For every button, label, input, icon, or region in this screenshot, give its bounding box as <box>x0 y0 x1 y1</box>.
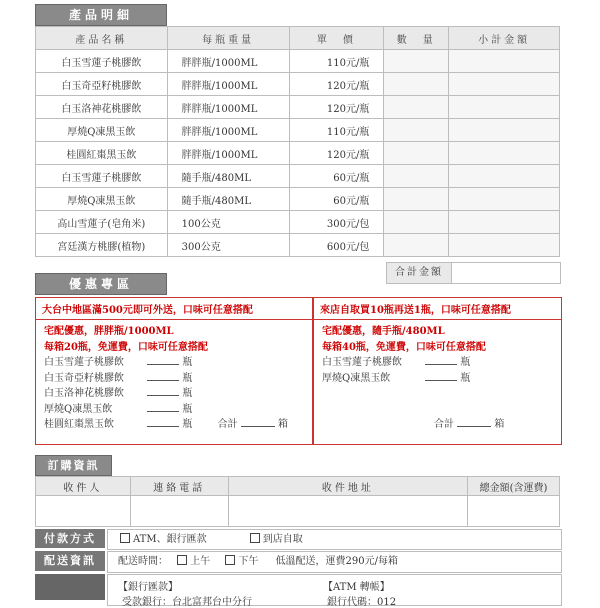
promo-right-box <box>313 297 562 445</box>
phone-field[interactable] <box>130 496 228 527</box>
product-price: 120元/瓶 <box>289 142 384 165</box>
col-address: 收件地址 <box>228 477 468 496</box>
quantity-cell[interactable] <box>384 188 449 211</box>
col-recipient: 收件人 <box>36 477 131 496</box>
payment-label: 付款方式 <box>35 529 105 548</box>
product-size: 300公克 <box>167 234 289 257</box>
qty-blank[interactable] <box>147 355 179 365</box>
subtotal-cell[interactable] <box>449 165 560 188</box>
list-item: 白玉雪蓮子桃膠飲 瓶 <box>322 357 471 368</box>
table-row <box>36 496 560 527</box>
quantity-cell[interactable] <box>384 73 449 96</box>
product-name: 桂圓紅棗黑玉飲 <box>36 142 168 165</box>
product-size: 胖胖瓶/1000ML <box>167 142 289 165</box>
table-row <box>36 234 560 257</box>
product-size: 胖胖瓶/1000ML <box>167 119 289 142</box>
list-item: 厚燒Q凍黑玉飲 瓶 <box>44 403 193 415</box>
product-price: 60元/瓶 <box>289 188 384 211</box>
delivery-label: 配送資訊 <box>35 551 105 571</box>
quantity-cell[interactable] <box>384 96 449 119</box>
table-row <box>36 73 560 96</box>
order-total-field[interactable] <box>468 496 560 527</box>
order-table <box>35 476 560 527</box>
promo-right-line2: 每箱40瓶，免運費，口味可任意搭配 <box>322 341 486 353</box>
table-row <box>36 188 560 211</box>
product-price: 60元/瓶 <box>289 165 384 188</box>
atm-bank-code-line: 銀行代碼：012 <box>327 597 397 608</box>
subtotal-cell[interactable] <box>449 119 560 142</box>
quantity-cell[interactable] <box>384 119 449 142</box>
delivery-time-label: 配送時間： <box>118 556 168 567</box>
quantity-cell[interactable] <box>384 234 449 257</box>
col-subtotal: 小計金額 <box>449 27 560 50</box>
list-item: 桂圓紅棗黑玉飲 瓶 合計 箱 <box>44 419 288 430</box>
total-amount-label: 合計金額 <box>386 262 452 284</box>
subtotal-cell[interactable] <box>449 188 560 211</box>
promo-left-title: 大台中地區滿500元即可外送，口味可任意搭配 <box>36 298 312 320</box>
recipient-field[interactable] <box>36 496 131 527</box>
checkbox-icon[interactable] <box>250 533 260 543</box>
promo-left-box <box>35 297 313 445</box>
bank-row <box>107 574 562 606</box>
table-row <box>36 211 560 234</box>
subtotal-cell[interactable] <box>449 96 560 119</box>
quantity-cell[interactable] <box>384 142 449 165</box>
qty-blank[interactable] <box>147 386 179 396</box>
product-name: 厚燒Q凍黑玉飲 <box>36 188 168 211</box>
payment-row <box>107 529 562 550</box>
delivery-note: 低溫配送，運費290元/每箱 <box>275 556 399 567</box>
product-table-header <box>36 27 560 50</box>
col-product-name: 產品名稱 <box>36 27 168 50</box>
col-phone: 連絡電話 <box>130 477 228 496</box>
qty-blank[interactable] <box>147 402 179 412</box>
subtotal-cell[interactable] <box>449 234 560 257</box>
list-item: 白玉雪蓮子桃膠飲 瓶 <box>44 357 193 368</box>
qty-blank[interactable] <box>425 371 457 381</box>
product-price: 120元/瓶 <box>289 73 384 96</box>
checkbox-icon[interactable] <box>177 555 187 565</box>
product-size: 隨手瓶/480ML <box>167 165 289 188</box>
subtotal-cell[interactable] <box>449 211 560 234</box>
bank-label-strip <box>35 574 105 600</box>
product-size: 隨手瓶/480ML <box>167 188 289 211</box>
delivery-row <box>107 551 562 573</box>
promo-section-tab: 優惠專區 <box>35 273 167 295</box>
qty-blank[interactable] <box>147 371 179 381</box>
table-row <box>36 50 560 73</box>
order-table-header <box>36 477 560 496</box>
promo-right-sum: 合計 箱 <box>434 419 505 430</box>
atm-transfer-title: 【ATM 轉帳】 <box>323 582 390 593</box>
col-total: 總金額(含運費) <box>468 477 560 496</box>
product-name: 高山雪蓮子(皂角米) <box>36 211 168 234</box>
product-size: 胖胖瓶/1000ML <box>167 96 289 119</box>
product-name: 白玉雪蓮子桃膠飲 <box>36 165 168 188</box>
promo-left-line1: 宅配優惠，胖胖瓶/1000ML <box>44 326 174 337</box>
checkbox-icon[interactable] <box>120 533 130 543</box>
col-quantity: 數 量 <box>384 27 449 50</box>
product-size: 100公克 <box>167 211 289 234</box>
quantity-cell[interactable] <box>384 211 449 234</box>
product-name: 白玉洛神花桃膠飲 <box>36 96 168 119</box>
list-item: 白玉奇亞籽桃膠飲 瓶 <box>44 372 193 384</box>
sum-blank[interactable] <box>241 417 275 427</box>
sum-blank[interactable] <box>457 417 491 427</box>
product-price: 110元/瓶 <box>289 50 384 73</box>
payment-option-pickup[interactable]: 到店自取 <box>250 534 303 545</box>
total-amount-field[interactable] <box>451 262 561 284</box>
product-price: 600元/包 <box>289 234 384 257</box>
table-row <box>36 165 560 188</box>
address-field[interactable] <box>228 496 468 527</box>
bank-transfer-title: 【銀行匯款】 <box>118 582 178 593</box>
promo-right-line1: 宅配優惠，隨手瓶/480ML <box>322 326 445 337</box>
col-weight: 每瓶重量 <box>167 27 289 50</box>
delivery-am-option[interactable]: 上午 <box>177 556 210 567</box>
promo-right-title: 來店自取買10瓶再送1瓶，口味可任意搭配 <box>314 298 561 320</box>
subtotal-cell[interactable] <box>449 142 560 165</box>
product-name: 厚燒Q凍黑玉飲 <box>36 119 168 142</box>
order-section-tab: 訂購資訊 <box>35 455 112 476</box>
qty-blank[interactable] <box>147 417 179 427</box>
product-section-tab: 產品明細 <box>35 4 167 26</box>
table-row <box>36 119 560 142</box>
delivery-pm-option[interactable]: 下午 <box>225 556 258 567</box>
table-row <box>36 142 560 165</box>
product-name: 白玉奇亞籽桃膠飲 <box>36 73 168 96</box>
quantity-cell[interactable] <box>384 165 449 188</box>
product-price: 300元/包 <box>289 211 384 234</box>
bank-receiving-line: 受款銀行：台北富邦台中分行 <box>122 597 252 608</box>
col-price: 單 價 <box>289 27 384 50</box>
list-item: 白玉洛神花桃膠飲 瓶 <box>44 388 193 399</box>
payment-option-atm[interactable]: ATM、銀行匯款 <box>120 534 207 545</box>
product-price: 110元/瓶 <box>289 119 384 142</box>
list-item: 厚燒Q凍黑玉飲 瓶 <box>322 372 471 384</box>
promo-left-line2: 每箱20瓶，免運費，口味可任意搭配 <box>44 341 208 353</box>
product-name: 白玉雪蓮子桃膠飲 <box>36 50 168 73</box>
checkbox-icon[interactable] <box>225 555 235 565</box>
subtotal-cell[interactable] <box>449 73 560 96</box>
product-size: 胖胖瓶/1000ML <box>167 50 289 73</box>
product-price: 120元/瓶 <box>289 96 384 119</box>
subtotal-cell[interactable] <box>449 50 560 73</box>
product-name: 宮廷漢方桃膠(植物) <box>36 234 168 257</box>
table-row <box>36 96 560 119</box>
product-table <box>35 26 560 257</box>
qty-blank[interactable] <box>425 355 457 365</box>
quantity-cell[interactable] <box>384 50 449 73</box>
product-size: 胖胖瓶/1000ML <box>167 73 289 96</box>
